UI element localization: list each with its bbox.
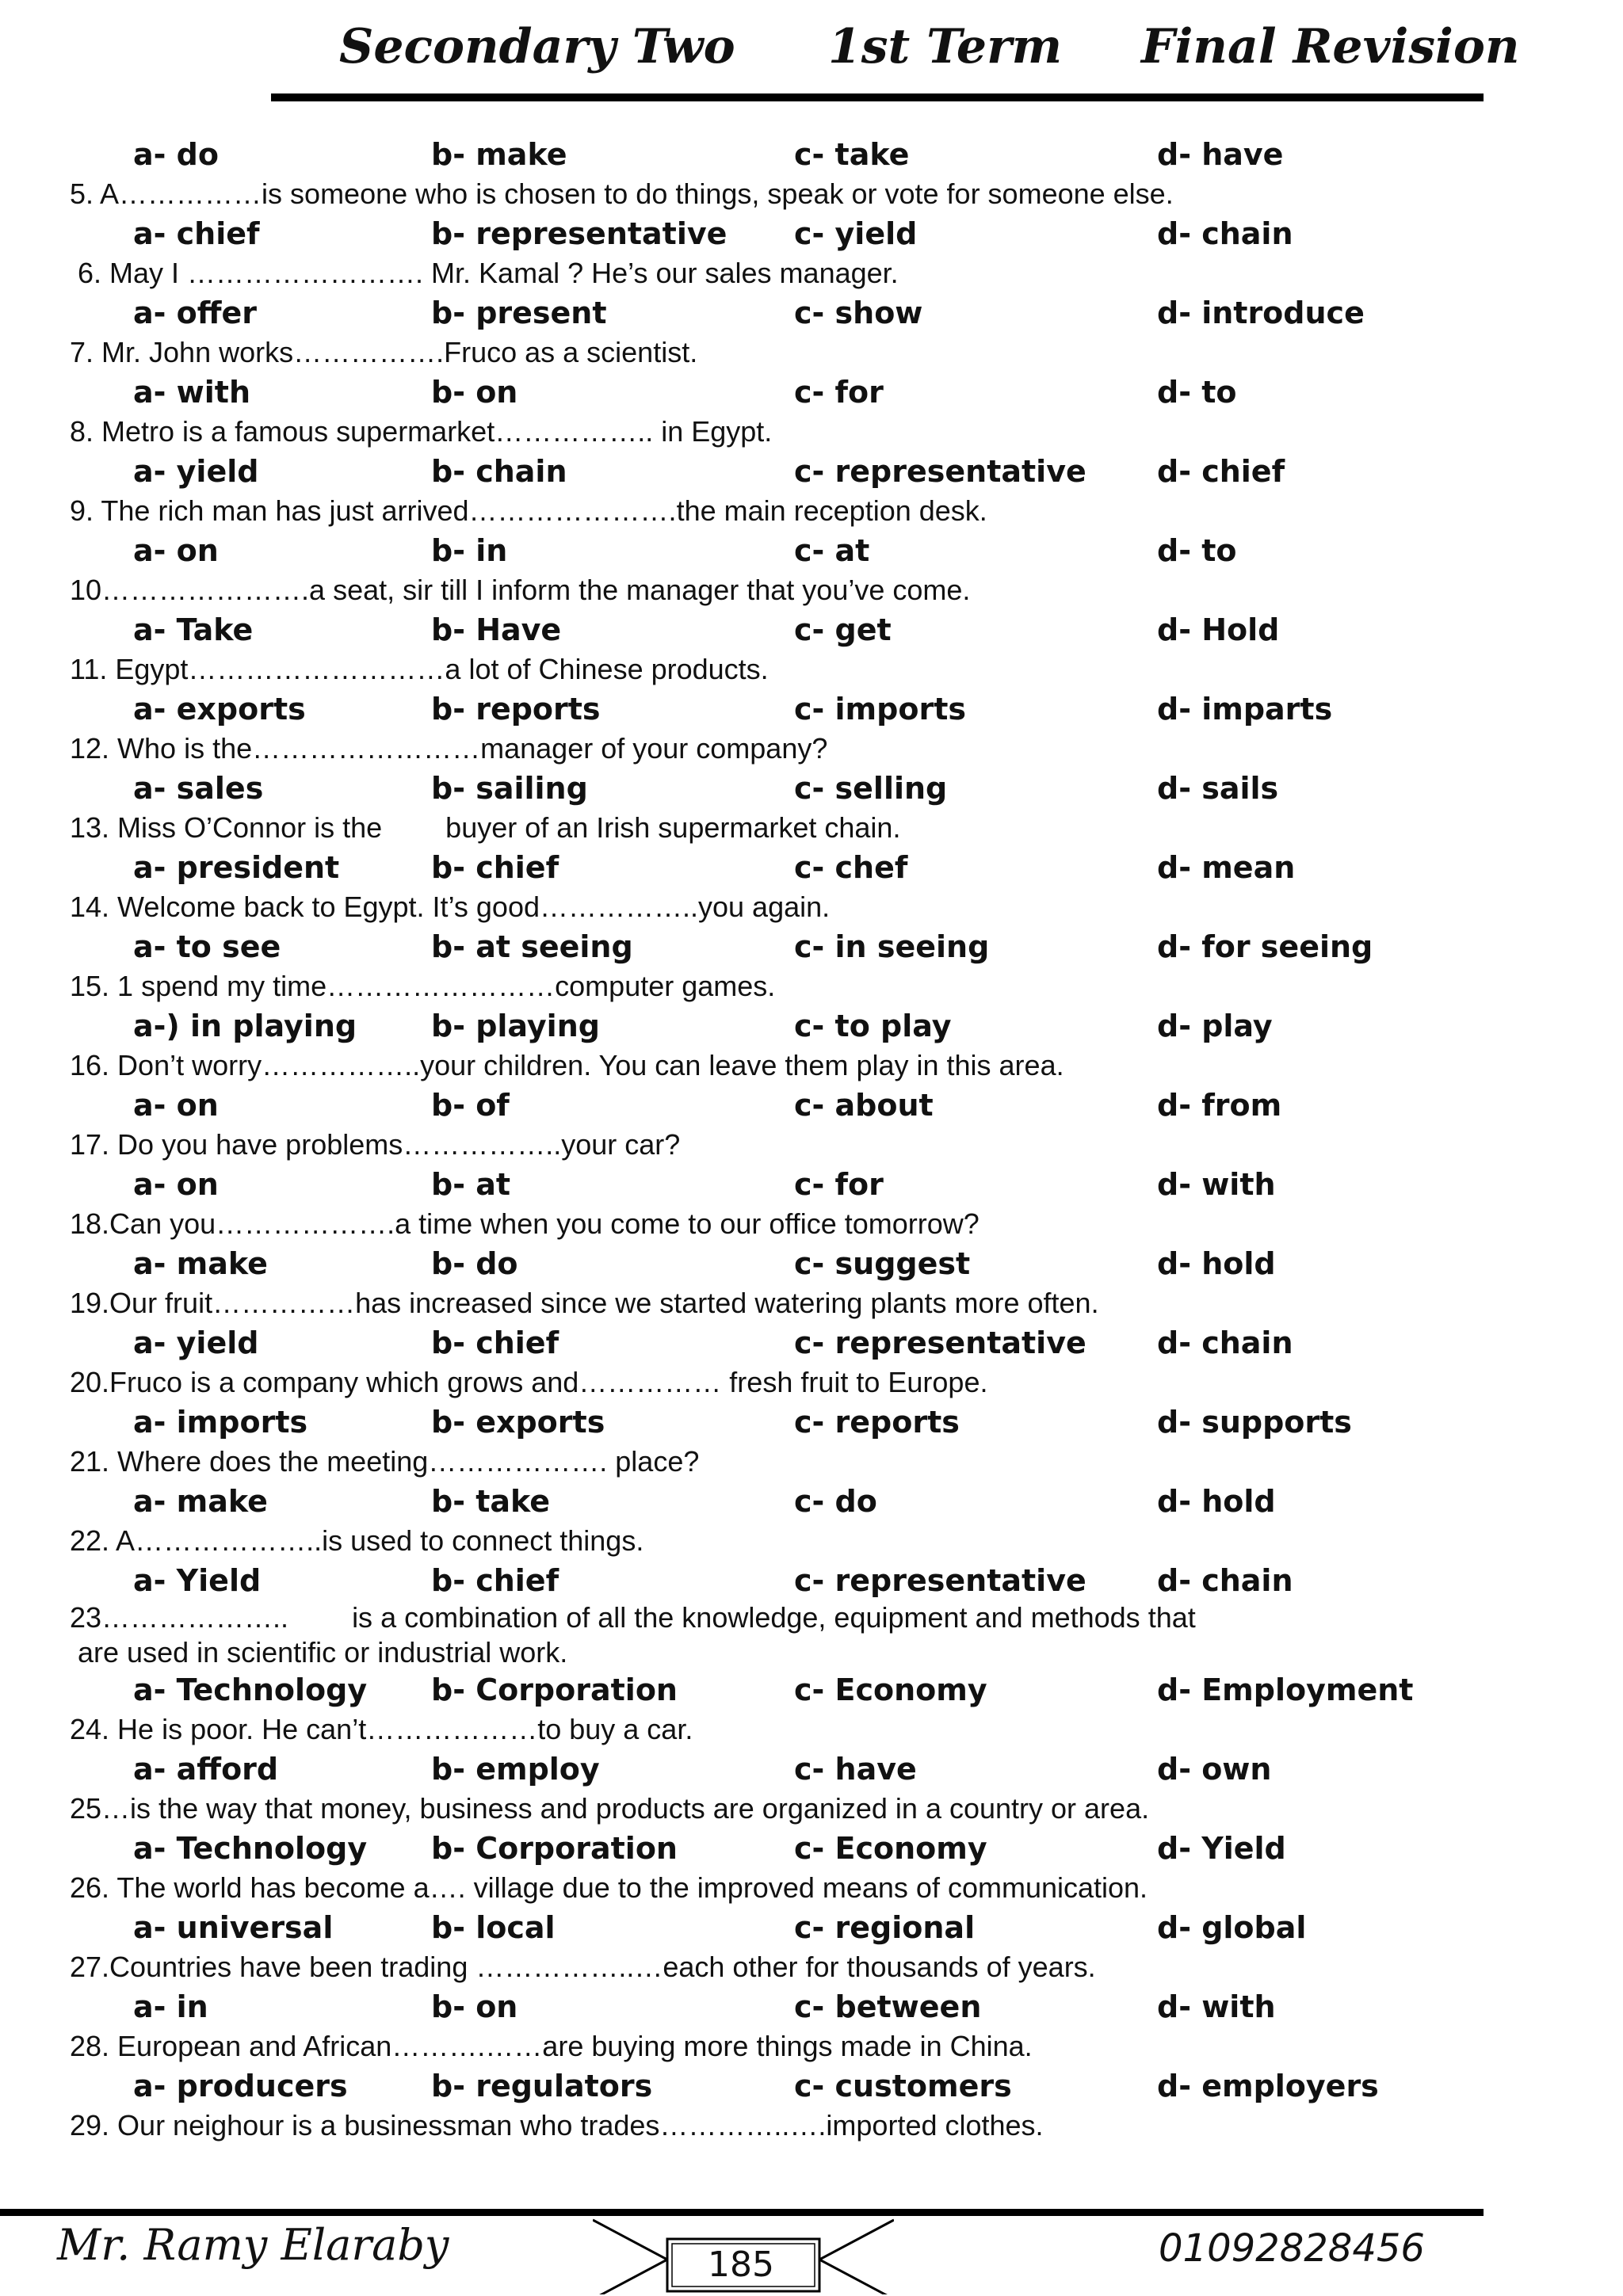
answer-option-a: a- Yield <box>133 1563 262 1598</box>
answer-option-c: c- in seeing <box>794 929 990 964</box>
answer-option-a: a- make <box>133 1246 268 1281</box>
answer-options <box>70 1085 1552 1125</box>
answer-option-b: b- take <box>431 1484 551 1519</box>
answer-option-d: d- Employment <box>1157 1672 1414 1707</box>
question-text: 15. 1 spend my time……………………computer games. <box>70 970 776 1002</box>
answer-option-c: c- representative <box>794 1563 1086 1598</box>
answer-option-d: d- chain <box>1157 216 1293 251</box>
answer-option-a: a- make <box>133 1484 268 1519</box>
question-list <box>70 135 1552 2145</box>
answer-option-b: b- in <box>431 533 508 568</box>
question-text: 22. A………………..is used to connect things. <box>70 1524 644 1557</box>
question-text: 19.Our fruit……………has increased since we started watering plants more often. <box>70 1287 1099 1319</box>
answer-option-a: a- Technology <box>133 1672 368 1707</box>
answer-option-c: c- at <box>794 533 870 568</box>
question-text: 16. Don’t worry……………..your children. You can leave them play in this area. <box>70 1049 1064 1081</box>
answer-options <box>70 293 1552 333</box>
answer-options <box>70 689 1552 729</box>
question-text: 23……………….. is a combination of all the knowledge, equipment and methods that are used in scientific or industrial work. <box>70 1601 1196 1669</box>
answer-option-d: d- for seeing <box>1157 929 1373 964</box>
page-footer <box>0 2195 1623 2296</box>
answer-option-a: a- on <box>133 533 219 568</box>
answer-option-b: b- on <box>431 375 518 410</box>
answer-option-d: d- hold <box>1157 1246 1276 1281</box>
page-header <box>0 0 1623 111</box>
question-text: 9. The rich man has just arrived………………….the main reception desk. <box>70 494 987 527</box>
answer-option-d: d- hold <box>1157 1484 1276 1519</box>
answer-option-a: a- offer <box>133 296 258 330</box>
answer-option-d: d- Yield <box>1157 1831 1286 1866</box>
author-name: Mr. Ramy Elaraby <box>57 2220 449 2270</box>
answer-options <box>70 2066 1552 2106</box>
answer-options <box>70 1244 1552 1283</box>
answer-option-b: b- Have <box>431 612 562 647</box>
answer-option-c: c- have <box>794 1752 917 1787</box>
answer-option-b: b- playing <box>431 1009 600 1043</box>
answer-option-a: a- yield <box>133 454 259 489</box>
answer-option-b: b- reports <box>431 692 601 727</box>
answer-options <box>70 1561 1552 1600</box>
answer-option-c: c- yield <box>794 216 918 251</box>
answer-option-d: d- imparts <box>1157 692 1333 727</box>
answer-options <box>70 610 1552 650</box>
answer-options <box>70 1323 1552 1363</box>
answer-options <box>70 1908 1552 1947</box>
answer-options <box>70 1987 1552 2027</box>
answer-option-b: b- make <box>431 137 567 172</box>
question-text: 20.Fruco is a company which grows and…………… fresh fruit to Europe. <box>70 1366 988 1398</box>
answer-option-d: d- supports <box>1157 1405 1352 1440</box>
header-rule <box>271 93 1484 101</box>
answer-option-d: d- to <box>1157 375 1237 410</box>
question-text: 11. Egypt………………………a lot of Chinese products. <box>70 653 769 685</box>
question-text: 8. Metro is a famous supermarket…………….. in Egypt. <box>70 415 773 448</box>
question-text: 12. Who is the……………………manager of your company? <box>70 732 828 765</box>
answer-option-a: a- on <box>133 1167 219 1202</box>
answer-option-c: c- suggest <box>794 1246 971 1281</box>
question-text: 17. Do you have problems……………..your car? <box>70 1128 681 1161</box>
answer-option-a: a- yield <box>133 1325 259 1360</box>
answer-options <box>70 1749 1552 1789</box>
answer-options <box>70 1829 1552 1868</box>
answer-option-d: d- to <box>1157 533 1237 568</box>
answer-options <box>70 452 1552 491</box>
answer-option-a: a- president <box>133 850 340 885</box>
answer-option-d: d- play <box>1157 1009 1273 1043</box>
answer-option-c: c- Economy <box>794 1672 987 1707</box>
answer-options <box>70 135 1552 174</box>
answer-option-c: c- representative <box>794 454 1086 489</box>
answer-option-c: c- customers <box>794 2069 1012 2103</box>
answer-option-d: d- chain <box>1157 1563 1293 1598</box>
answer-options <box>70 848 1552 887</box>
answer-option-a: a- do <box>133 137 219 172</box>
answer-option-c: c- get <box>794 612 892 647</box>
answer-option-b: b- chain <box>431 454 567 489</box>
answer-option-a: a- producers <box>133 2069 348 2103</box>
answer-option-a: a- afford <box>133 1752 279 1787</box>
answer-options <box>70 1670 1552 1710</box>
answer-option-a: a- Take <box>133 612 254 647</box>
answer-option-d: d- chief <box>1157 454 1285 489</box>
answer-option-b: b- Corporation <box>431 1672 678 1707</box>
answer-option-b: b- representative <box>431 216 727 251</box>
answer-option-b: b- at seeing <box>431 929 633 964</box>
question-text: 25…is the way that money, business and products are organized in a country or area. <box>70 1792 1150 1825</box>
header-grade: Secondary Two <box>339 19 735 74</box>
answer-option-b: b- sailing <box>431 771 588 806</box>
answer-options <box>70 531 1552 570</box>
answer-option-d: d- have <box>1157 137 1284 172</box>
answer-option-c: c- show <box>794 296 923 330</box>
answer-option-c: c- imports <box>794 692 966 727</box>
answer-option-b: b- do <box>431 1246 518 1281</box>
answer-options <box>70 214 1552 254</box>
answer-option-c: c- between <box>794 1989 982 2024</box>
answer-option-c: c- reports <box>794 1405 960 1440</box>
answer-option-a: a- exports <box>133 692 306 727</box>
answer-option-a: a-) in playing <box>133 1009 357 1043</box>
answer-option-a: a- on <box>133 1088 219 1123</box>
answer-option-d: d- employers <box>1157 2069 1379 2103</box>
answer-option-c: c- about <box>794 1088 934 1123</box>
answer-option-d: d- Hold <box>1157 612 1280 647</box>
answer-option-d: d- with <box>1157 1989 1276 2024</box>
answer-option-a: a- chief <box>133 216 260 251</box>
question-text: 18.Can you……………….a time when you come to our office tomorrow? <box>70 1207 980 1240</box>
question-text: 21. Where does the meeting………………. place? <box>70 1445 700 1478</box>
answer-option-c: c- chef <box>794 850 908 885</box>
answer-option-b: b- chief <box>431 850 559 885</box>
question-text: 6. May I ……………………. Mr. Kamal ? He’s our sales manager. <box>70 257 899 289</box>
page-number: 185 <box>708 2245 774 2285</box>
answer-options <box>70 927 1552 967</box>
answer-option-b: b- chief <box>431 1563 559 1598</box>
answer-option-c: c- for <box>794 375 884 410</box>
answer-option-c: c- selling <box>794 771 948 806</box>
question-text: 24. He is poor. He can’t………………to buy a car. <box>70 1713 693 1745</box>
answer-options <box>70 1482 1552 1521</box>
answer-option-b: b- Corporation <box>431 1831 678 1866</box>
answer-option-d: d- own <box>1157 1752 1272 1787</box>
answer-options <box>70 1402 1552 1442</box>
answer-option-d: d- introduce <box>1157 296 1365 330</box>
question-text: 26. The world has become a…. village due to the improved means of communication. <box>70 1871 1148 1904</box>
answer-option-d: d- sails <box>1157 771 1279 806</box>
question-text: 5. A……………is someone who is chosen to do things, speak or vote for someone else. <box>70 177 1174 210</box>
answer-option-c: c- do <box>794 1484 877 1519</box>
answer-option-d: d- global <box>1157 1910 1307 1945</box>
header-title: Final Revision <box>1141 19 1520 74</box>
question-text: 13. Miss O’Connor is the buyer of an Irish supermarket chain. <box>70 811 901 844</box>
question-text: 10………………….a seat, sir till I inform the manager that you’ve come. <box>70 574 971 606</box>
answer-option-b: b- on <box>431 1989 518 2024</box>
answer-option-a: a- imports <box>133 1405 308 1440</box>
answer-option-c: c- to play <box>794 1009 952 1043</box>
question-text: 7. Mr. John works…………….Fruco as a scientist. <box>70 336 698 368</box>
answer-option-d: d- chain <box>1157 1325 1293 1360</box>
question-text: 28. European and African……….……are buying more things made in China. <box>70 2030 1033 2062</box>
answer-option-b: b- at <box>431 1167 511 1202</box>
answer-option-b: b- employ <box>431 1752 600 1787</box>
answer-options <box>70 372 1552 412</box>
answer-option-c: c- take <box>794 137 910 172</box>
answer-options <box>70 1006 1552 1046</box>
answer-option-c: c- representative <box>794 1325 1086 1360</box>
answer-option-a: a- universal <box>133 1910 334 1945</box>
answer-option-a: a- with <box>133 375 250 410</box>
answer-option-b: b- exports <box>431 1405 605 1440</box>
answer-options <box>70 769 1552 808</box>
answer-option-b: b- regulators <box>431 2069 653 2103</box>
answer-option-d: d- from <box>1157 1088 1282 1123</box>
answer-option-c: c- regional <box>794 1910 976 1945</box>
answer-option-b: b- present <box>431 296 607 330</box>
answer-option-a: a- sales <box>133 771 264 806</box>
header-term: 1st Term <box>828 19 1063 74</box>
answer-options <box>70 1165 1552 1204</box>
answer-option-d: d- with <box>1157 1167 1276 1202</box>
answer-option-c: c- for <box>794 1167 884 1202</box>
answer-option-b: b- local <box>431 1910 556 1945</box>
answer-option-c: c- Economy <box>794 1831 987 1866</box>
page-number-badge <box>593 2215 894 2294</box>
answer-option-b: b- of <box>431 1088 510 1123</box>
answer-option-b: b- chief <box>431 1325 559 1360</box>
question-text: 14. Welcome back to Egypt. It’s good……………..you again. <box>70 891 831 923</box>
phone-number: 01092828456 <box>1159 2226 1425 2271</box>
answer-option-a: a- Technology <box>133 1831 368 1866</box>
answer-option-d: d- mean <box>1157 850 1296 885</box>
question-text: 29. Our neighour is a businessman who trades…………..….imported clothes. <box>70 2109 1044 2142</box>
question-text: 27.Countries have been trading ……………..…each other for thousands of years. <box>70 1951 1096 1983</box>
answer-option-a: a- to see <box>133 929 281 964</box>
answer-option-a: a- in <box>133 1989 208 2024</box>
